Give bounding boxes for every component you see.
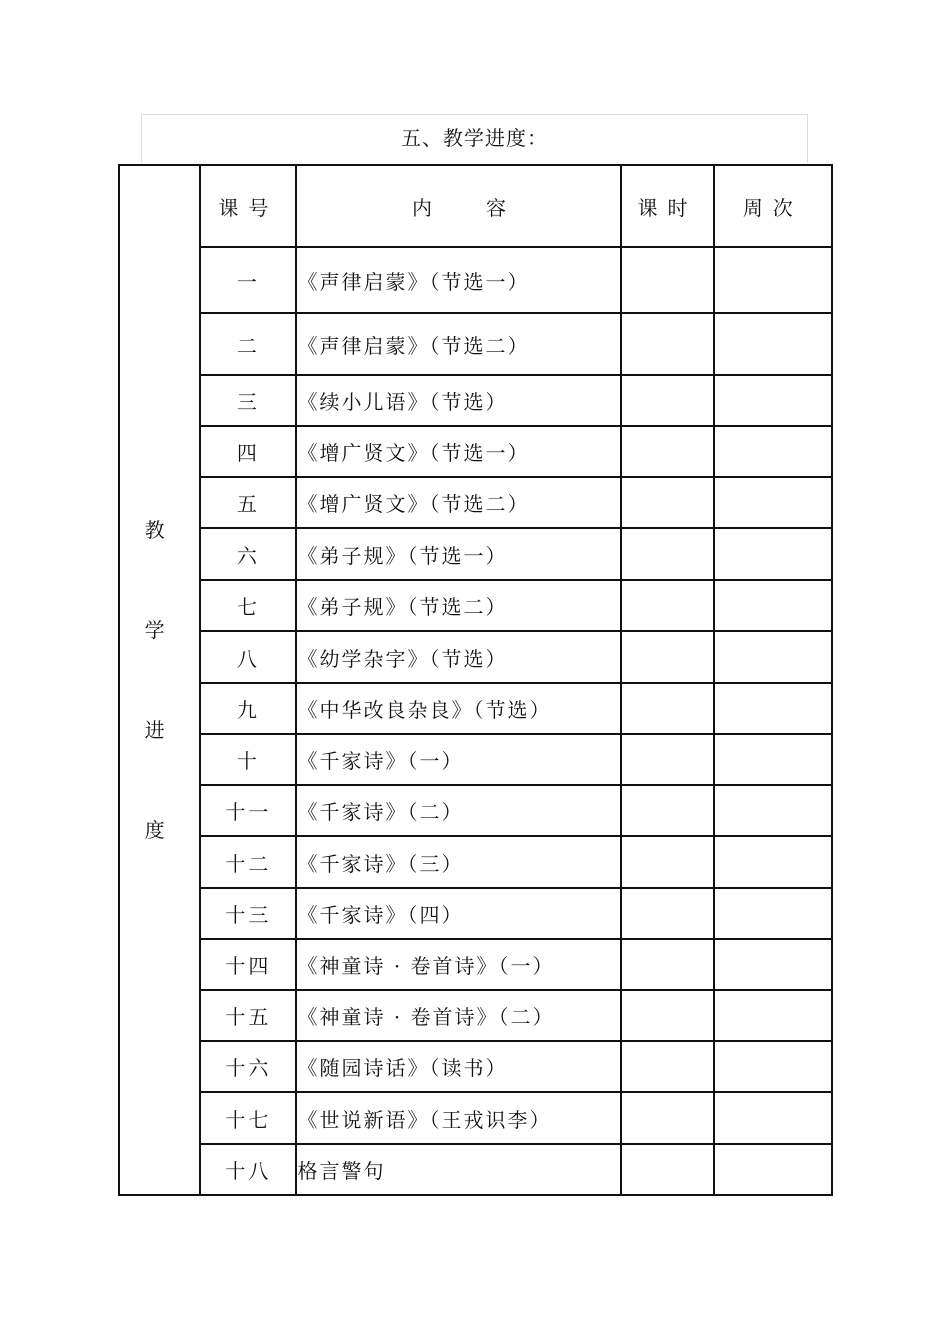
lesson-number-cell: 四 (200, 426, 296, 477)
lesson-hours-cell (621, 313, 713, 375)
lesson-week-cell (714, 1041, 832, 1092)
lesson-hours-cell (621, 1144, 713, 1195)
header-hours: 课时 (621, 165, 713, 247)
lesson-content-cell: 《神童诗 · 卷首诗》（一） (296, 939, 621, 990)
table-row (119, 683, 832, 734)
lesson-week-cell (714, 528, 832, 580)
table-header-row (119, 165, 832, 247)
table-row (119, 836, 832, 888)
header-week: 周次 (714, 165, 832, 247)
lesson-hours-cell (621, 580, 713, 631)
lesson-hours-cell (621, 990, 713, 1041)
side-label-char: 学 (144, 618, 175, 642)
lesson-hours-cell (621, 734, 713, 785)
table-row (119, 247, 832, 313)
table-row (119, 1144, 832, 1195)
lesson-number-cell: 六 (200, 528, 296, 580)
lesson-content-cell: 《弟子规》（节选一） (296, 528, 621, 580)
lesson-content-cell: 《增广贤文》（节选二） (296, 477, 621, 528)
lesson-week-cell (714, 631, 832, 683)
lesson-hours-cell (621, 477, 713, 528)
lesson-hours-cell (621, 426, 713, 477)
lesson-number-cell: 十二 (200, 836, 296, 888)
lesson-week-cell (714, 888, 832, 939)
table-row (119, 734, 832, 785)
lesson-content-cell: 《声律启蒙》（节选一） (296, 247, 621, 313)
lesson-content-cell: 格言警句 (296, 1144, 621, 1195)
table-row (119, 528, 832, 580)
lesson-hours-cell (621, 1041, 713, 1092)
lesson-week-cell (714, 313, 832, 375)
lesson-number-cell: 十七 (200, 1092, 296, 1144)
lesson-content-cell: 《幼学杂字》（节选） (296, 631, 621, 683)
table-row (119, 939, 832, 990)
lesson-hours-cell (621, 939, 713, 990)
section-title: 五、教学进度： (141, 114, 808, 163)
table-row (119, 580, 832, 631)
lesson-hours-cell (621, 785, 713, 836)
lesson-content-cell: 《续小儿语》（节选） (296, 375, 621, 426)
lesson-content-cell: 《弟子规》（节选二） (296, 580, 621, 631)
table-row (119, 477, 832, 528)
lesson-content-cell: 《千家诗》（一） (296, 734, 621, 785)
lesson-hours-cell (621, 1092, 713, 1144)
side-label-char: 度 (144, 818, 175, 842)
header-number: 课号 (200, 165, 296, 247)
side-label-cell (119, 165, 200, 1195)
lesson-hours-cell (621, 631, 713, 683)
lesson-week-cell (714, 1092, 832, 1144)
header-content (296, 165, 621, 247)
lesson-week-cell (714, 734, 832, 785)
table-row (119, 888, 832, 939)
lesson-number-cell: 三 (200, 375, 296, 426)
lesson-content-cell: 《千家诗》（四） (296, 888, 621, 939)
lesson-hours-cell (621, 375, 713, 426)
lesson-week-cell (714, 247, 832, 313)
lesson-hours-cell (621, 247, 713, 313)
lesson-number-cell: 十八 (200, 1144, 296, 1195)
lesson-week-cell (714, 375, 832, 426)
side-label-char: 教 (144, 518, 175, 542)
table-row (119, 313, 832, 375)
side-label-char: 进 (144, 718, 175, 742)
lesson-content-cell: 《增广贤文》（节选一） (296, 426, 621, 477)
lesson-week-cell (714, 1144, 832, 1195)
table-row (119, 1041, 832, 1092)
lesson-content-cell: 《千家诗》（二） (296, 785, 621, 836)
lesson-number-cell: 一 (200, 247, 296, 313)
teaching-schedule-table (118, 164, 833, 1196)
table-row (119, 990, 832, 1041)
lesson-number-cell: 十三 (200, 888, 296, 939)
table-row (119, 785, 832, 836)
lesson-number-cell: 八 (200, 631, 296, 683)
lesson-week-cell (714, 785, 832, 836)
lesson-content-cell: 《世说新语》（王戎识李） (296, 1092, 621, 1144)
lesson-week-cell (714, 939, 832, 990)
lesson-number-cell: 二 (200, 313, 296, 375)
lesson-content-cell: 《神童诗 · 卷首诗》（二） (296, 990, 621, 1041)
lesson-number-cell: 十六 (200, 1041, 296, 1092)
lesson-number-cell: 十一 (200, 785, 296, 836)
lesson-number-cell: 十四 (200, 939, 296, 990)
header-content-right: 容 (485, 195, 506, 220)
lesson-content-cell: 《声律启蒙》（节选二） (296, 313, 621, 375)
lesson-week-cell (714, 580, 832, 631)
lesson-content-cell: 《千家诗》（三） (296, 836, 621, 888)
table-row (119, 631, 832, 683)
lesson-number-cell: 十五 (200, 990, 296, 1041)
header-content-left: 内 (411, 195, 432, 220)
lesson-week-cell (714, 683, 832, 734)
lesson-content-cell: 《中华改良杂良》（节选） (296, 683, 621, 734)
lesson-number-cell: 五 (200, 477, 296, 528)
lesson-hours-cell (621, 683, 713, 734)
lesson-number-cell: 九 (200, 683, 296, 734)
lesson-week-cell (714, 836, 832, 888)
table-row (119, 426, 832, 477)
table-row (119, 1092, 832, 1144)
lesson-number-cell: 十 (200, 734, 296, 785)
lesson-hours-cell (621, 888, 713, 939)
lesson-week-cell (714, 990, 832, 1041)
lesson-week-cell (714, 426, 832, 477)
lesson-week-cell (714, 477, 832, 528)
lesson-content-cell: 《随园诗话》（读书） (296, 1041, 621, 1092)
lesson-hours-cell (621, 528, 713, 580)
lesson-number-cell: 七 (200, 580, 296, 631)
table-row (119, 375, 832, 426)
lesson-hours-cell (621, 836, 713, 888)
